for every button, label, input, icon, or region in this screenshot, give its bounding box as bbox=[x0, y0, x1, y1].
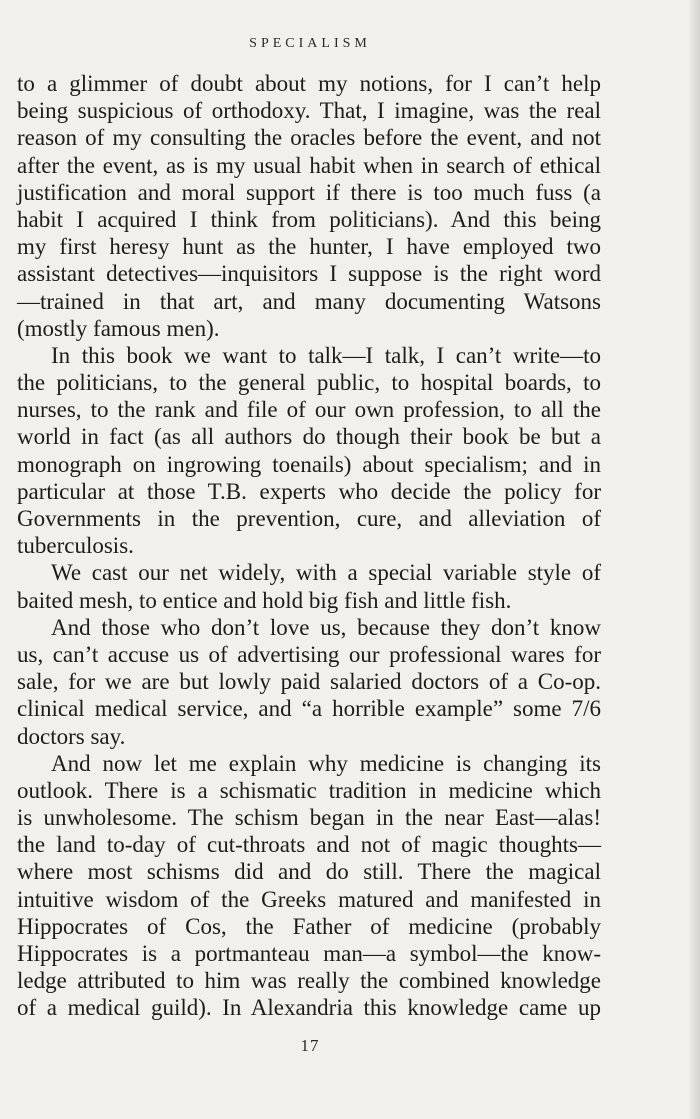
text-line: intuitive wisdom of the Greeks matured and manifested in bbox=[17, 886, 601, 912]
page-number: 17 bbox=[300, 1036, 320, 1055]
text-line: doctors say. bbox=[17, 723, 126, 749]
text-line: where most schisms did and do still. There the magical bbox=[17, 859, 601, 885]
text-line: the land to-day of cut-throats and not of magic thoughts— bbox=[17, 832, 601, 858]
text-line: world in fact (as all authors do though their book be but a bbox=[17, 424, 601, 450]
text-line: And those who don’t love us, because they don’t know bbox=[51, 614, 601, 640]
text-line: us, can’t accuse us of advertising our professional wares for bbox=[17, 641, 601, 667]
text-line: Governments in the prevention, cure, and alleviation of bbox=[17, 506, 601, 531]
running-head: SPECIALISM bbox=[249, 36, 371, 51]
text-line: my first heresy hunt as the hunter, I have employed two bbox=[17, 234, 601, 260]
text-line: the politicians, to the general public, to hospital boards, to bbox=[17, 370, 601, 396]
text-line: clinical medical service, and “a horrible example” some 7/6 bbox=[17, 696, 601, 722]
text-line: monograph on ingrowing toenails) about specialism; and in bbox=[17, 451, 601, 477]
text-line: after the event, as is my usual habit when in search of ethical bbox=[17, 152, 601, 178]
text-line: being suspicious of orthodoxy. That, I imagine, was the real bbox=[17, 98, 601, 124]
text-line: to a glimmer of doubt about my notions, for I can’t help bbox=[17, 71, 601, 96]
text-line: of a medical guild). In Alexandria this knowledge came up bbox=[17, 995, 601, 1021]
text-line: assistant detectives—inquisitors I suppose is the right word bbox=[17, 261, 601, 287]
text-line: (mostly famous men). bbox=[17, 315, 220, 341]
text-line: Hippocrates of Cos, the Father of medicine (probably bbox=[17, 913, 601, 939]
text-line: habit I acquired I think from politicians). And this being bbox=[17, 206, 601, 232]
text-line: outlook. There is a schismatic tradition in medicine which bbox=[17, 777, 601, 803]
body-text bbox=[17, 70, 601, 1022]
text-line: justification and moral support if there is too much fuss (a bbox=[17, 179, 601, 205]
text-line: ledge attributed to him was really the combined knowledge bbox=[17, 968, 601, 994]
text-line: particular at those T.B. experts who decide the policy for bbox=[17, 478, 601, 504]
text-line: sale, for we are but lowly paid salaried doctors of a Co-op. bbox=[17, 669, 601, 695]
page-edge-shadow bbox=[690, 0, 700, 1119]
text-line: In this book we want to talk—I talk, I can’t write—to bbox=[51, 342, 601, 368]
text-line: nurses, to the rank and file of our own profession, to all the bbox=[17, 397, 601, 423]
text-line: baited mesh, to entice and hold big fish and little fish. bbox=[17, 587, 512, 613]
text-line: And now let me explain why medicine is changing its bbox=[51, 750, 601, 776]
text-line: is unwholesome. The schism began in the near East—alas! bbox=[17, 805, 601, 831]
text-line: reason of my consulting the oracles before the event, and not bbox=[17, 125, 601, 151]
text-line: We cast our net widely, with a special variable style of bbox=[51, 560, 601, 586]
text-line: —trained in that art, and many documenting Watsons bbox=[17, 288, 601, 314]
text-line: Hippocrates is a portmanteau man—a symbol—the know- bbox=[17, 941, 601, 966]
text-line: tuberculosis. bbox=[17, 533, 134, 559]
